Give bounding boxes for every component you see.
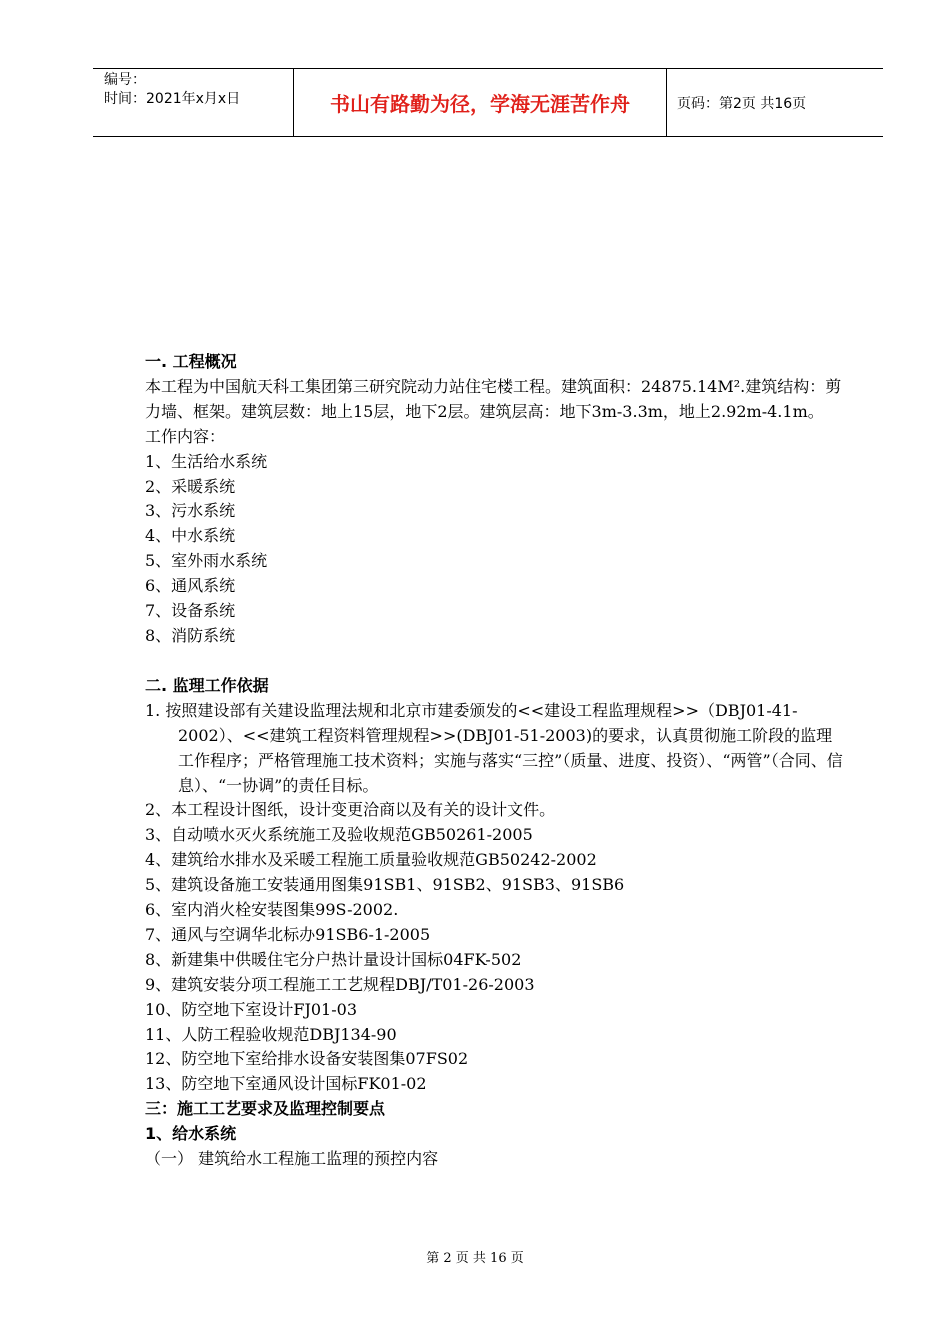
list-item: 3、自动喷水灭火系统施工及验收规范GB50261-2005	[145, 825, 533, 845]
list-item: 4、建筑给水排水及采暖工程施工质量验收规范GB50242-2002	[145, 850, 597, 870]
header-motto: 书山有路勤为径，学海无涯苦作舟	[293, 69, 667, 136]
list-item: 13、防空地下室通风设计国标FK01-02	[145, 1074, 427, 1094]
list-item: 7、通风与空调华北标办91SB6-1-2005	[145, 924, 431, 944]
page-footer: 第 2 页 共 16 页	[426, 1251, 524, 1266]
section-1-title: 一. 工程概况	[145, 352, 237, 371]
list-item: 1、生活给水系统	[145, 451, 268, 471]
section-3-sub-item: （一） 建筑给水工程施工监理的预控内容	[145, 1149, 439, 1169]
list-item: 2、本工程设计图纸，设计变更洽商以及有关的设计文件。	[145, 800, 556, 820]
basis-list	[145, 798, 845, 1097]
list-item: 6、室内消火栓安装图集99S-2002.	[145, 900, 399, 920]
header-page-info: 页码：第2页 共16页	[677, 95, 807, 112]
work-content-list	[145, 450, 845, 649]
document-time-label: 时间：2021年x月x日	[104, 91, 241, 107]
list-item: 5、室外雨水系统	[145, 551, 268, 571]
list-item: 4、中水系统	[145, 526, 236, 546]
list-item: 3、污水系统	[145, 501, 236, 521]
section-spacer	[145, 649, 845, 674]
section-3-subtitle: 1、给水系统	[145, 1124, 237, 1144]
list-item: 2、采暖系统	[145, 476, 236, 496]
section-2-title: 二. 监理工作依据	[145, 675, 269, 695]
list-item: 12、防空地下室给排水设备安装图集07FS02	[145, 1049, 469, 1069]
document-number-label: 编号：	[104, 72, 146, 88]
list-item: 7、设备系统	[145, 601, 236, 621]
basis-item-1: 1. 按照建设部有关建设监理法规和北京市建委颁发的<<建设工程监理规程>>（DBJ01-41-2002）、<<建筑工程资料管理规程>>(DBJ01-51-2003)的要求，认真贯彻施工阶段的监理工作程序；严格管理施工技术资料；实施与落实“三控”（质量、进度、投资）、“两管”（合同、信息）、“一协调”的责任目标。	[145, 700, 843, 795]
section-3-title: 三：施工工艺要求及监理控制要点	[145, 1099, 386, 1119]
project-overview-paragraph: 本工程为中国航天科工集团第三研究院动力站住宅楼工程。建筑面积：24875.14M².建筑结构：剪力墙、框架。建筑层数：地上15层，地下2层。建筑层高：地下3m-3.3m，地上2.92m-4.1m。	[145, 376, 842, 421]
work-content-label: 工作内容：	[145, 426, 226, 446]
list-item: 5、建筑设备施工安装通用图集91SB1、91SB2、91SB3、91SB6	[145, 875, 625, 895]
page-header	[93, 68, 883, 137]
list-item: 6、通风系统	[145, 576, 236, 596]
list-item: 9、建筑安装分项工程施工工艺规程DBJ/T01-26-2003	[145, 974, 535, 994]
list-item: 8、新建集中供暖住宅分户热计量设计国标04FK-502	[145, 949, 522, 969]
list-item: 11、人防工程验收规范DBJ134-90	[145, 1024, 397, 1044]
list-item: 8、消防系统	[145, 625, 236, 645]
list-item: 10、防空地下室设计FJ01-03	[145, 999, 358, 1019]
header-meta	[93, 69, 293, 136]
document-body	[145, 350, 845, 1172]
